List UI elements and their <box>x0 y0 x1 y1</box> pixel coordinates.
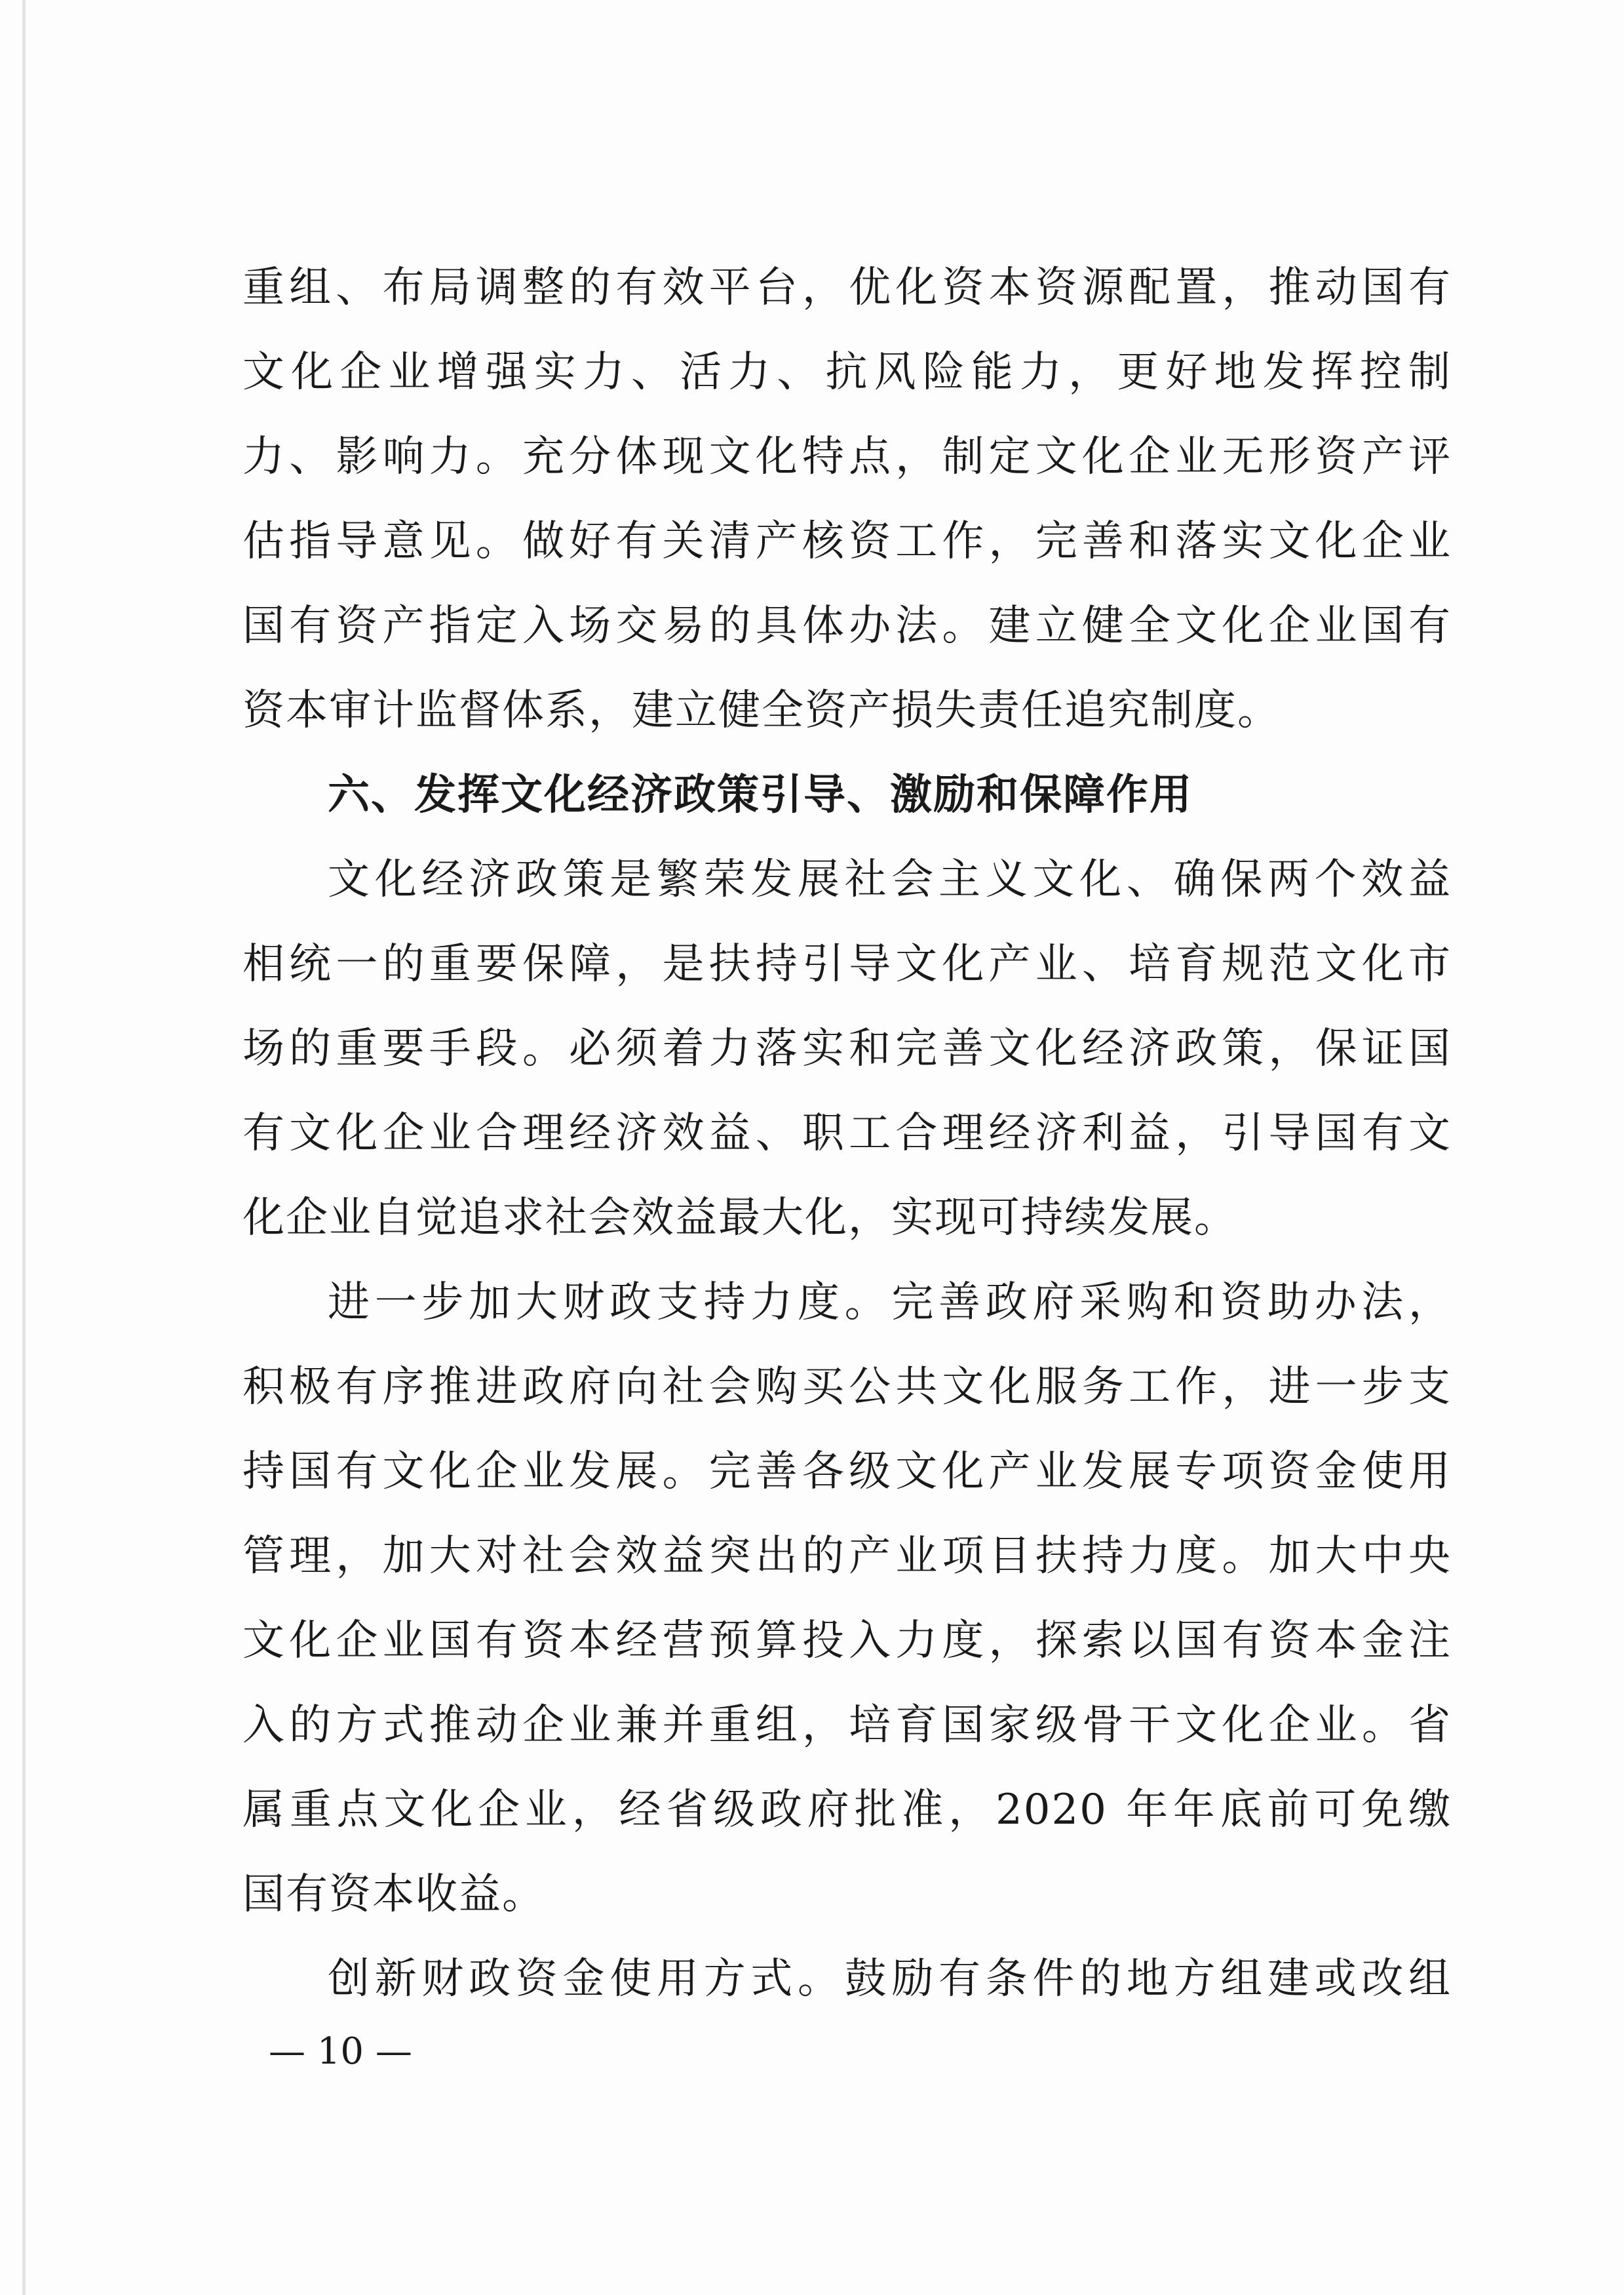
text-line: 持国有文化企业发展。完善各级文化产业发展专项资金使用 <box>242 1447 1452 1496</box>
text-line: 估指导意见。做好有关清产核资工作，完善和落实文化企业 <box>242 517 1452 566</box>
text-line: 力、影响力。充分体现文化特点，制定文化企业无形资产评 <box>242 433 1452 481</box>
paragraph-2 <box>242 838 1452 1261</box>
section-heading: 六、发挥文化经济政策引导、激励和保障作用 <box>328 771 1193 819</box>
text-line: 文化经济政策是繁荣发展社会主义文化、确保两个效益 <box>328 855 1452 904</box>
paragraph-3 <box>242 1261 1452 1937</box>
text-line: 文化企业增强实力、活力、抗风险能力，更好地发挥控制 <box>242 348 1452 397</box>
scan-edge-divider <box>22 0 26 2295</box>
text-line: 积极有序推进政府向社会购买公共文化服务工作，进一步支 <box>242 1363 1452 1411</box>
text-line: 文化企业国有资本经营预算投入力度，探索以国有资本金注 <box>242 1617 1452 1665</box>
text-line: 化企业自觉追求社会效益最大化，实现可持续发展。 <box>242 1194 1237 1242</box>
text-line: 创新财政资金使用方式。鼓励有条件的地方组建或改组 <box>328 1955 1452 2003</box>
body-text <box>242 246 1452 2022</box>
text-line: 进一步加大财政支持力度。完善政府采购和资助办法， <box>328 1278 1452 1327</box>
text-line: 资本审计监督体系，建立健全资产损失责任追究制度。 <box>242 686 1281 735</box>
text-line: 管理，加大对社会效益突出的产业项目扶持力度。加大中央 <box>242 1532 1452 1580</box>
text-line: 入的方式推动企业兼并重组，培育国家级骨干文化企业。省 <box>242 1701 1452 1750</box>
text-line: 属重点文化企业，经省级政府批准，2020 年年底前可免缴 <box>242 1786 1452 1834</box>
text-line: 有文化企业合理经济效益、职工合理经济利益，引导国有文 <box>242 1109 1452 1158</box>
text-line: 相统一的重要保障，是扶持引导文化产业、培育规范文化市 <box>242 940 1452 989</box>
text-line: 国有资本收益。 <box>242 1870 545 1919</box>
paragraph-1 <box>242 246 1452 753</box>
paragraph-4 <box>242 1937 1452 2022</box>
text-line: 场的重要手段。必须着力落实和完善文化经济政策，保证国 <box>242 1025 1452 1073</box>
text-line: 国有资产指定入场交易的具体办法。建立健全文化企业国有 <box>242 602 1452 650</box>
text-line: 重组、布局调整的有效平台，优化资本资源配置，推动国有 <box>242 264 1452 312</box>
page-number: — 10 — <box>269 2030 412 2073</box>
